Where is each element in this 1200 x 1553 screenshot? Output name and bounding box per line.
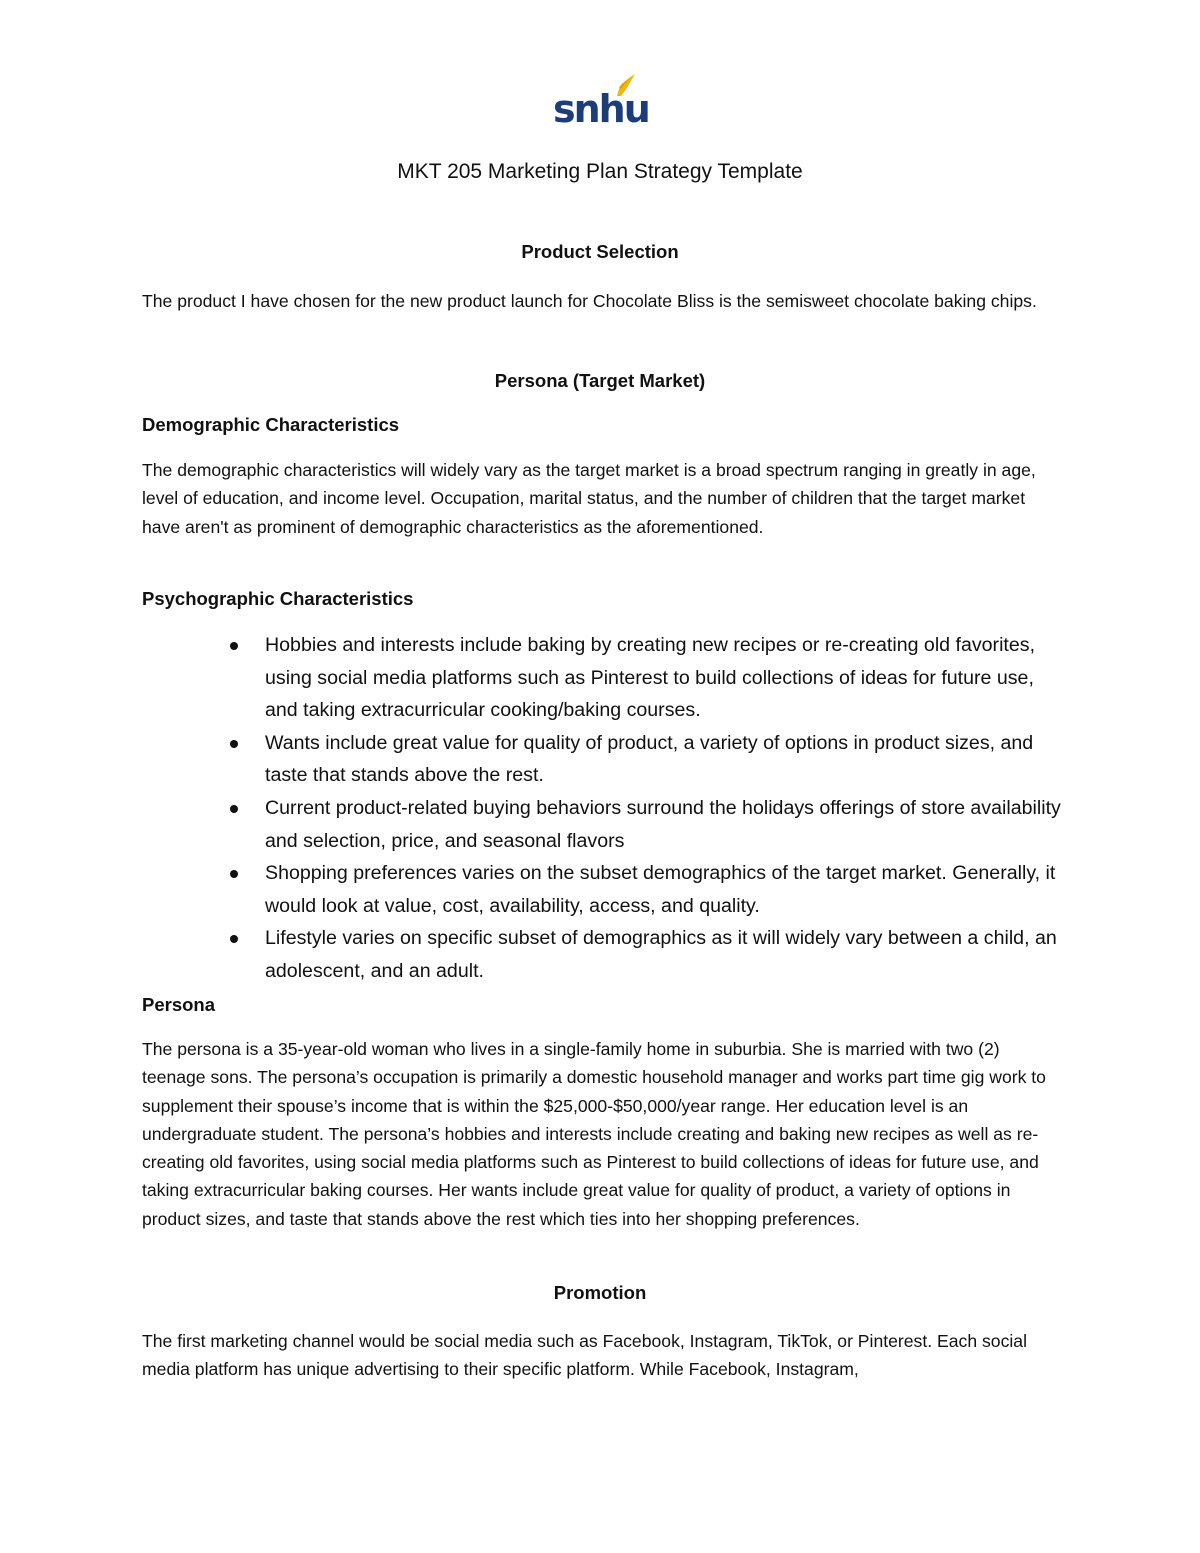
- list-item: [228, 922, 1068, 987]
- heading-promotion: Promotion: [553, 1282, 647, 1303]
- list-item: [228, 727, 1068, 792]
- list-item: [228, 629, 1068, 727]
- snhu-logo: [553, 72, 649, 134]
- heading-persona-target-market: Persona (Target Market): [494, 370, 706, 391]
- list-item-text: Shopping preferences varies on the subset demographics of the target market. Generally, it would look at value, cost, availability, access, and quality.: [265, 862, 1056, 917]
- list-item-text: Lifestyle varies on specific subset of demographics as it will widely vary between a child, an adolescent, and an adult.: [265, 927, 1057, 982]
- heading-psychographic: Psychographic Characteristics: [142, 588, 414, 609]
- list-item-text: Hobbies and interests include baking by creating new recipes or re-creating old favorites, using social media platforms such as Pinterest to build collections of ideas for future use, and taking extracurricular cooking/baking courses.: [265, 634, 1036, 722]
- persona-text: The persona is a 35-year-old woman who lives in a single-family home in suburbia. She is married with two (2) teenage sons. The persona’s occupation is primarily a domestic household manager and works part time gig work to supplement their spouse’s income that is within the $25,000-$50,000/year range. Her education level is an undergraduate student. The persona’s hobbies and interests include creating and baking new recipes as well as re-creating old favorites, using social media platforms such as Pinterest to build collections of ideas for future use, and taking extracurricular baking courses. Her wants include great value for quality of product, a variety of options in product sizes, and taste that stands above the rest which ties into her shopping preferences.: [142, 1039, 1046, 1229]
- bullet-icon: [230, 642, 238, 650]
- heading-demographic: Demographic Characteristics: [142, 414, 400, 435]
- product-selection-text: The product I have chosen for the new product launch for Chocolate Bliss is the semisweet chocolate baking chips.: [142, 291, 1037, 311]
- bullet-icon: [230, 805, 238, 813]
- logo-wordmark: snhu: [553, 87, 649, 131]
- psychographic-list: [228, 629, 1068, 988]
- list-item-text: Wants include great value for quality of product, a variety of options in product sizes, and taste that stands above the rest.: [265, 731, 1034, 787]
- bullet-icon: [230, 935, 238, 943]
- bullet-icon: [230, 870, 238, 878]
- list-item: [228, 857, 1068, 922]
- list-item-text: Current product-related buying behaviors surround the holidays offerings of store availability and selection, price, and seasonal flavors: [265, 796, 1061, 852]
- list-item: [228, 792, 1068, 857]
- bullet-icon: [230, 740, 238, 748]
- heading-product-selection: Product Selection: [521, 241, 679, 262]
- demographic-text: The demographic characteristics will widely vary as the target market is a broad spectrum ranging in greatly in age, level of education, and income level. Occupation, marital status, and the number of children that the target market have aren't as prominent of demographic characteristics as the aforementioned.: [142, 460, 1036, 537]
- page-title: MKT 205 Marketing Plan Strategy Template: [397, 160, 803, 183]
- heading-persona: Persona: [142, 994, 216, 1015]
- promotion-text: The first marketing channel would be social media such as Facebook, Instagram, TikTok, or Pinterest. Each social media platform has unique advertising to their specific platform. While Facebook, Instagram,: [142, 1331, 1027, 1380]
